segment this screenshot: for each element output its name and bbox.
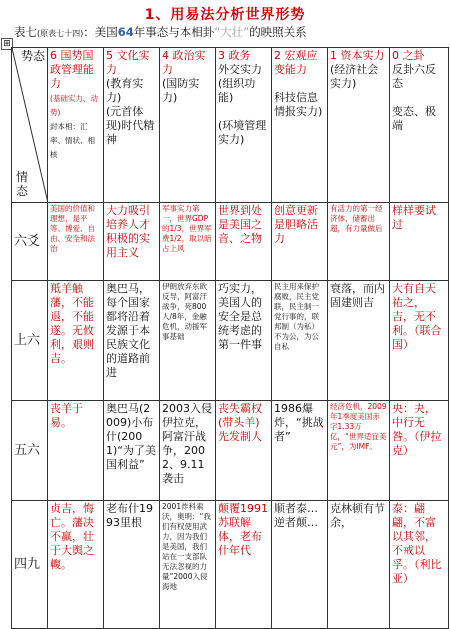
- col-title: 政务: [228, 49, 251, 62]
- table-cell: 民主用来保护腐败，民主党联，民主制一党行事的，联邦制（为私）不为公，为公自私: [272, 281, 328, 401]
- table-cell: 衰落，而内固建则吉: [328, 281, 390, 401]
- col-num: 3: [218, 49, 225, 62]
- table-cell: 巧实力，美国人的安全是总统考虑的第一件事: [216, 281, 272, 401]
- col-title: 文化实力: [106, 49, 150, 76]
- col-title: 之卦: [402, 49, 425, 62]
- table-cell: 大力吸引培养人才积极的实用主义: [104, 203, 160, 281]
- col-num: 0: [392, 49, 399, 62]
- column-header: [104, 48, 160, 203]
- col-state: (环境管理实力): [218, 119, 267, 146]
- col-sub: (经济社会实力): [330, 63, 379, 90]
- header-row: [12, 48, 449, 203]
- column-header: [272, 48, 328, 203]
- table-cell: 泰：翩翩，不富以其邻，不戒以孚。（利比亚）: [390, 501, 449, 629]
- col-num: 2: [274, 49, 281, 62]
- table-cell: 颠覆1991苏联解体，老布什年代: [216, 501, 272, 629]
- table-caption: [14, 24, 307, 40]
- caption-post: 的映照关系: [249, 25, 307, 39]
- column-header: [390, 48, 449, 203]
- table-row: [12, 501, 449, 629]
- table-cell: 老布什1993里根: [104, 501, 160, 629]
- table-cell: 经济危机，2009年1季度美国赤字1.33万亿，“世界适宜美元”，为IMF。: [328, 401, 390, 501]
- column-header: [160, 48, 216, 203]
- col-num: 6: [50, 49, 57, 62]
- table-row: [12, 401, 449, 501]
- row-label: 五六: [12, 401, 48, 501]
- table-cell: 丧羊于易。: [48, 401, 104, 501]
- col-num: 1: [330, 49, 337, 62]
- col-state: 封本相：汇率、情状、相核: [50, 122, 95, 159]
- caption-pre: ：美国: [83, 25, 118, 39]
- col-title: 国势国政管理能力: [50, 49, 94, 90]
- caption-quoted: “大壮”: [214, 25, 250, 39]
- col-sub: 外交实力(组织功能): [218, 63, 262, 104]
- table-cell: 大有自天祐之，吉，无不利。（联合国）: [390, 281, 449, 401]
- row-label: 六爻: [12, 203, 48, 281]
- col-state: 变态、极端: [392, 105, 436, 132]
- table-cell: 美国的价值和理想，是平等、博爱、自由、安全和法治: [48, 203, 104, 281]
- col-num: 4: [162, 49, 169, 62]
- col-sub: (教育实力): [106, 77, 144, 104]
- table-row: [12, 203, 449, 281]
- col-title: 资本实力: [340, 49, 385, 62]
- table-cell: 顺者泰…逆者颠…: [272, 501, 328, 629]
- table-cell: 奥巴马(2009)小布什(2001)“为了美国利益”: [104, 401, 160, 501]
- row-label: 上六: [12, 281, 48, 401]
- caption-label: 表七: [14, 25, 37, 39]
- col-sub: (国防实力): [162, 77, 200, 104]
- table-row: [12, 281, 449, 401]
- caption-number: 64: [117, 25, 134, 39]
- column-header: [48, 48, 104, 203]
- caption-mid: 年事态与本相卦: [133, 25, 215, 39]
- table-cell: 克林顿有节余，: [328, 501, 390, 629]
- corner-bottom: 情态: [16, 170, 29, 198]
- table-cell: 贞吉，悔亡。藩决不羸，壮于大舆之輹。: [48, 501, 104, 629]
- table-cell: 1986爆炸，“挑战者”: [272, 401, 328, 501]
- table-cell: 奥巴马，每个国家都将沿着发源于本民族文化的道路前进: [104, 281, 160, 401]
- table-cell: 世界到处是美国之音、之物: [216, 203, 272, 281]
- expand-table-icon[interactable]: ⊞: [1, 38, 13, 50]
- table-cell: 羝羊触藩，不能退，不能遂。无攸利，艰则吉。: [48, 281, 104, 401]
- col-state: (元首体现)时代精神: [106, 105, 155, 146]
- col-title: 宏观应变能力: [274, 49, 318, 76]
- col-state: 科技信息情报实力): [274, 91, 323, 118]
- table-cell: 伊朗放弃东欧反导，阿富汗战争，死800人/8年，金融危机，动援军事基础: [160, 281, 216, 401]
- corner-top: 势态: [20, 49, 45, 63]
- analysis-table: [11, 47, 449, 629]
- row-label: 四九: [12, 501, 48, 629]
- col-sub: 反卦六反态: [392, 63, 436, 90]
- table-cell: 央：夬，中行无咎。（伊拉克）: [390, 401, 449, 501]
- caption-note: (原表七十四): [37, 29, 84, 38]
- col-title: 政治实力: [162, 49, 206, 76]
- column-header: [216, 48, 272, 203]
- col-num: 5: [106, 49, 113, 62]
- table-cell: 2001炸科索沃，奥明：“我们有权使用武力，因为我们是美国，我们站在一支部队无法忽视的力量”2000入侵海地: [160, 501, 216, 629]
- table-cell: 创意更新是胆略活力: [272, 203, 328, 281]
- table-cell: 丧失霸权(带头羊)先发制人: [216, 401, 272, 501]
- corner-cell: [12, 48, 48, 203]
- table-cell: 2003入侵伊拉克，阿富汗战争，2002、9.11袭击: [160, 401, 216, 501]
- table-cell: 军事实力第一，世界GDP的1/3，世界军费1/2，取以暗占上风: [160, 203, 216, 281]
- table-cell: 有活力的第一经济体，储蓄出超，有力量做后: [328, 203, 390, 281]
- table-cell: 样样要试过: [390, 203, 449, 281]
- col-sub: (基础实力、动势): [50, 94, 98, 117]
- column-header: [328, 48, 390, 203]
- page-heading: 1、用易法分析世界形势: [144, 7, 306, 23]
